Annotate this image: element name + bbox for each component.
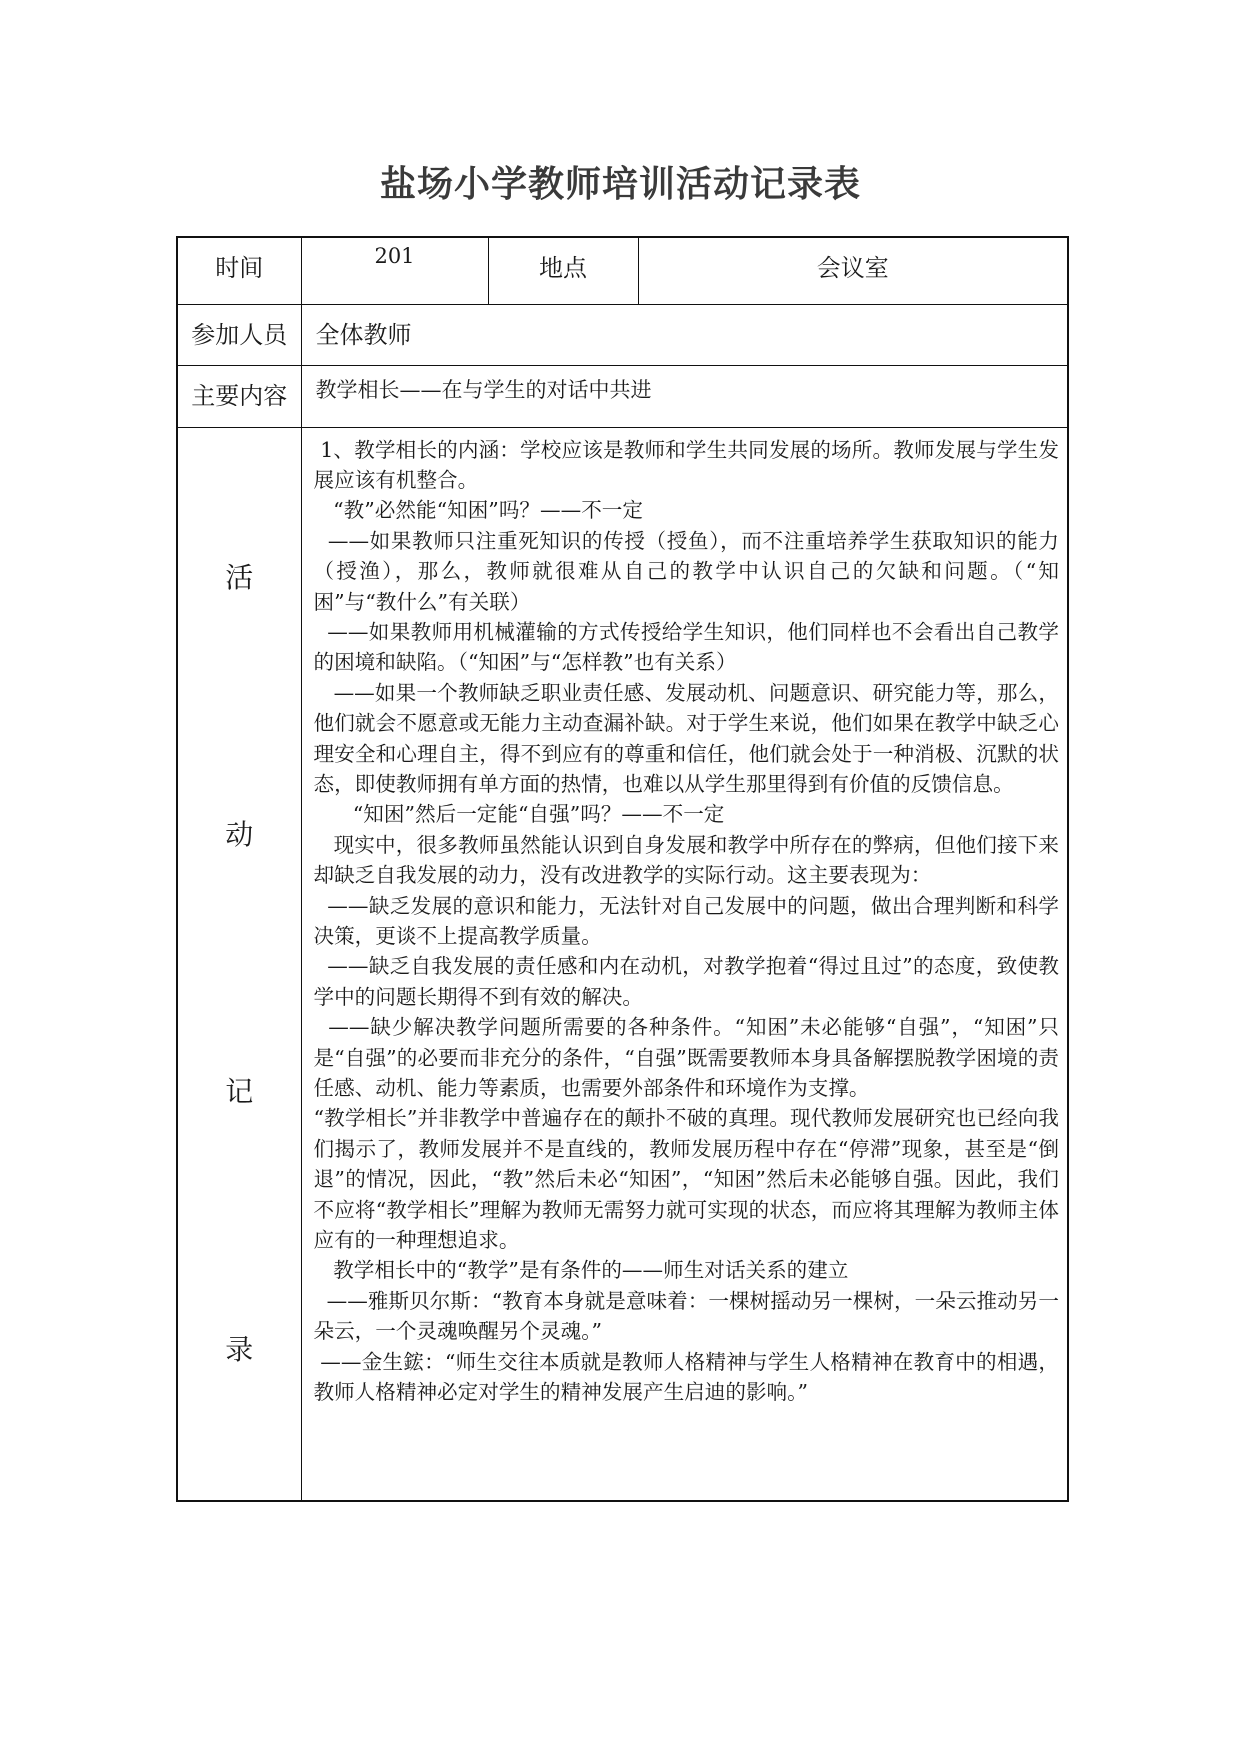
record-paragraph: ——缺乏发展的意识和能力，无法针对自己发展中的问题，做出合理判断和科学决策，更谈不上提高教学质量。 xyxy=(313,893,1060,948)
activity-record-row xyxy=(177,427,1068,1501)
time-label: 时间 xyxy=(177,237,301,304)
record-paragraph: “教学相长”并非教学中普遍存在的颠扑不破的真理。现代教师发展研究也已经向我们揭示了，教师发展并不是直线的，教师发展历程中存在“停滞”现象，甚至是“倒退”的情况，因此，“教”然后未必“知困”，“知困”然后未必能够自强。因此，我们不应将“教学相长”理解为教师无需努力就可实现的状态，而应将其理解为教师主体应有的一种理想追求。 xyxy=(313,1106,1059,1253)
main-content-row xyxy=(177,365,1068,427)
record-paragraph: ——缺乏自我发展的责任感和内在动机，对教学抱着“得过且过”的态度，致使教学中的问题长期得不到有效的解决。 xyxy=(313,954,1059,1009)
record-paragraph: ——雅斯贝尔斯：“教育本身就是意味着：一棵树摇动另一棵树，一朵云推动另一朵云，一个灵魂唤醒另个灵魂。” xyxy=(313,1288,1059,1344)
record-paragraph: ——如果教师只注重死知识的传授（授鱼），而不注重培养学生获取知识的能力（授渔），那么，教师就很难从自己的教学中认识自己的欠缺和问题。（“知困”与“教什么”有关联） xyxy=(313,528,1060,614)
side-char-huo: 活 xyxy=(225,560,254,594)
record-paragraph: 1、教学相长的内涵：学校应该是教师和学生共同发展的场所。教师发展与学生发展应该有机整合。 xyxy=(313,437,1059,492)
record-paragraph: “知困”然后一定能“自强”吗？——不一定 xyxy=(313,802,725,827)
main-content-label: 主要内容 xyxy=(177,365,301,427)
record-table xyxy=(176,236,1069,1502)
record-paragraph: ——如果一个教师缺乏职业责任感、发展动机、问题意识、研究能力等，那么，他们就会不愿意或无能力主动查漏补缺。对于学生来说，他们如果在教学中缺乏心理安全和心理自主，得不到应有的尊重和信任，他们就会处于一种消极、沉默的状态，即使教师拥有单方面的热情，也难以从学生那里得到有价值的反馈信息。 xyxy=(313,680,1059,796)
side-char-ji: 记 xyxy=(225,1074,254,1108)
place-label: 地点 xyxy=(488,237,638,304)
record-paragraph: 教学相长中的“教学”是有条件的——师生对话关系的建立 xyxy=(313,1258,849,1283)
page-title: 盐场小学教师培训活动记录表 xyxy=(379,164,861,205)
side-char-dong: 动 xyxy=(225,817,254,851)
activity-record-label xyxy=(177,427,301,1501)
main-content-value: 教学相长——在与学生的对话中共进 xyxy=(301,365,1068,427)
record-paragraph: ——金生鋐：“师生交往本质就是教师人格精神与学生人格精神在教育中的相遇，教师人格精神必定对学生的精神发展产生启迪的影响。” xyxy=(313,1349,1059,1405)
record-paragraph: 现实中，很多教师虽然能认识到自身发展和教学中所存在的弊病，但他们接下来却缺乏自我发展的动力，没有改进教学的实际行动。这主要表现为： xyxy=(313,832,1060,888)
participants-label: 参加人员 xyxy=(177,304,301,365)
side-char-lu: 录 xyxy=(225,1332,254,1366)
time-place-row xyxy=(177,237,1068,304)
record-paragraph: “教”必然能“知困”吗？——不一定 xyxy=(313,498,643,523)
record-paragraph: ——如果教师用机械灌输的方式传授给学生知识，他们同样也不会看出自己教学的困境和缺陷。（“知困”与“怎样教”也有关系） xyxy=(313,619,1060,675)
participants-row xyxy=(177,304,1068,365)
record-paragraph: ——缺少解决教学问题所需要的各种条件。“知困”未必能够“自强”，“知困”只是“自强”的必要而非充分的条件，“自强”既需要教师本身具备解摆脱教学困境的责任感、动机、能力等素质，也需要外部条件和环境作为支撑。 xyxy=(313,1015,1059,1101)
place-value: 会议室 xyxy=(638,237,1068,304)
time-value: 201 xyxy=(301,237,488,304)
participants-value: 全体教师 xyxy=(301,304,1068,365)
activity-record-text xyxy=(301,427,1068,1501)
